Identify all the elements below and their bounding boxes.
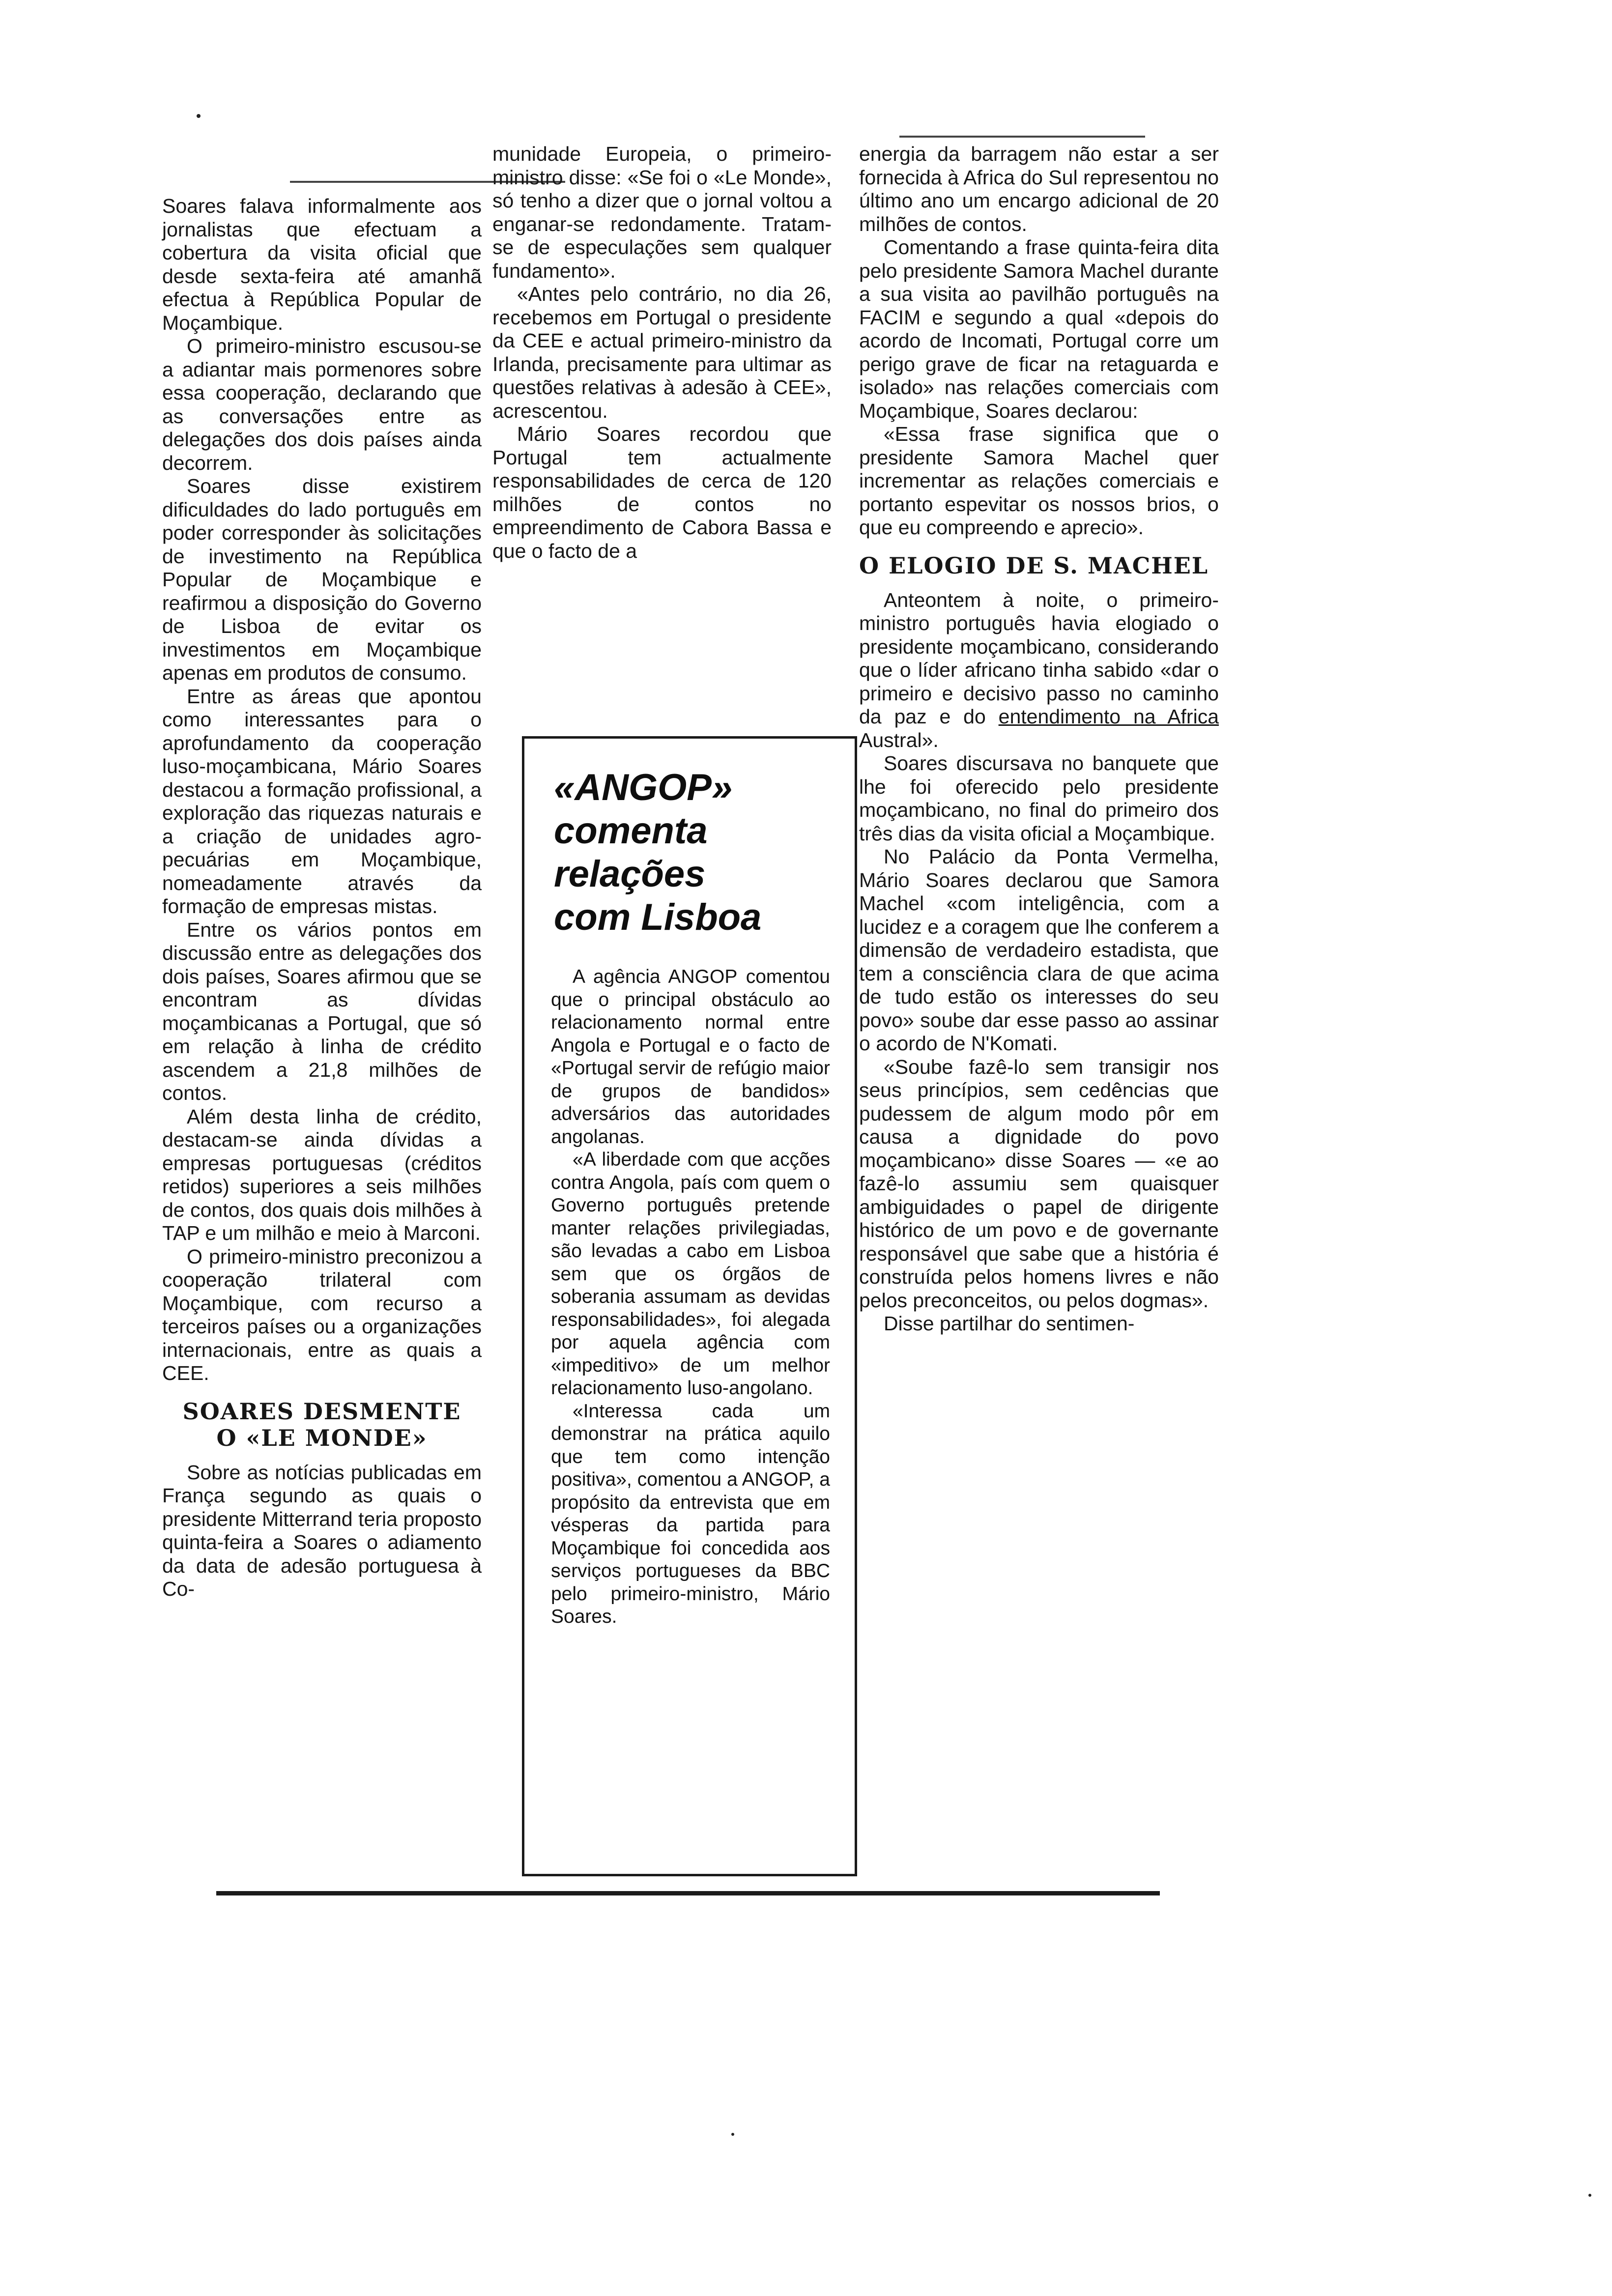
article-paragraph	[859, 589, 1219, 752]
sidebar-headline	[554, 766, 830, 939]
article-paragraph: O primeiro-ministro escusou-se a adiantar mais pormenores sobre essa cooperação, declarando que as conversações entre as delegações dos dois países ainda decorrem.	[162, 335, 482, 474]
article-paragraph: Entre os vários pontos em discussão entre as delegações dos dois países, Soares afirmou que se encontram as dívidas moçambicanas a Portugal, que só em relação à linha de crédito ascendem a 21,8 milhões de contos.	[162, 918, 482, 1104]
article-paragraph: «Antes pelo contrário, no dia 26, recebemos em Portugal o presidente da CEE e actual primeiro-ministro da Irlanda, precisamente para ultimar as questões relativas à adesão à CEE», acrescentou.	[492, 283, 832, 422]
scan-speck	[1588, 2194, 1591, 2197]
scan-speck	[731, 2133, 734, 2136]
bottom-divider-rule	[216, 1891, 1160, 1895]
article-paragraph: Mário Soares recordou que Portugal tem actualmente responsabilidades de cerca de 120 milhões de contos no empreendimento de Cabora Bassa e que o facto de a	[492, 423, 832, 562]
article-paragraph: munidade Europeia, o primeiro-ministro disse: «Se foi o «Le Monde», só tenho a dizer que o jornal voltou a enganar-se redondamente. Tratam-se de especulações sem qualquer fundamento».	[492, 143, 832, 282]
article-paragraph: O primeiro-ministro preconizou a cooperação trilateral com Moçambique, com recurso a terceiros países ou a organizações internacionais, entre as quais a CEE.	[162, 1245, 482, 1384]
sidebar-paragraph: «A liberdade com que acções contra Angola, país com quem o Governo português pretende manter relações privilegiadas, são levadas a cabo em Lisboa sem que os órgãos de soberania assumam as devidas responsabilidades», foi alegada por aquela agência com «impeditivo» de um melhor relacionamento luso-angolano.	[551, 1149, 830, 1399]
headline-line: relações	[554, 853, 706, 895]
sidebar-paragraph: A agência ANGOP comentou que o principal obstáculo ao relacionamento normal entre Angola e Portugal e o facto de «Portugal servir de refúgio maior de grupos de bandidos» adversários das autoridades angolanas.	[551, 966, 830, 1148]
article-paragraph: Disse partilhar do sentimen-	[884, 1312, 1135, 1335]
subheading-soares-desmente	[162, 1398, 482, 1451]
scan-speck	[197, 114, 201, 118]
article-paragraph: Comentando a frase quinta-feira dita pelo presidente Samora Machel durante a sua visita ao pavilhão português na FACIM e segundo a qual «depois do acordo de Incomati, Portugal corre um perigo grave de ficar na retaguarda e isolado» nas relações comerciais com Moçambique, Soares declarou:	[859, 236, 1219, 422]
paragraph-text: Austral».	[859, 728, 939, 751]
article-column-1	[162, 195, 482, 1601]
article-paragraph: energia da barragem não estar a ser fornecida à Africa do Sul representou no último ano um encargo adicional de 20 milhões de contos.	[859, 143, 1219, 235]
subheading-elogio-machel: O ELOGIO DE S. MACHEL	[859, 552, 1209, 579]
article-paragraph: Soares discursava no banquete que lhe foi oferecido pelo presidente moçambicano, no final do primeiro dos três dias da visita oficial a Moçambique.	[859, 752, 1219, 845]
article-paragraph: Soares falava informalmente aos jornalistas que efectuam a cobertura da visita oficial que desde sexta-feira até amanhã efectua à República Popular de Moçambique.	[162, 195, 482, 334]
headline-line: com Lisboa	[554, 896, 762, 938]
article-paragraph: Soares disse existirem dificuldades do lado português em poder corresponder às solicitações de investimento na República Popular de Moçambique e reafirmou a disposição do Governo de Lisboa de evitar os investimentos em Moçambique apenas em produtos de consumo.	[162, 475, 482, 684]
article-paragraph: No Palácio da Ponta Vermelha, Mário Soares declarou que Samora Machel «com inteligência, com a lucidez e a coragem que lhe conferem a dimensão de verdadeiro estadista, que tem a consciência clara de que acima de tudo estão os interesses do seu povo» soube dar esse passo ao assinar o acordo de N'Komati.	[859, 845, 1219, 1055]
angop-sidebar-box	[522, 736, 857, 1876]
sidebar-paragraph: «Interessa cada um demonstrar na prática aquilo que tem como intenção positiva», comentou a ANGOP, a propósito da entrevista que em vésperas da partida para Moçambique foi concedida aos serviços portugueses da BBC pelo primeiro-ministro, Mário Soares.	[551, 1400, 830, 1627]
underlined-text: entendimento na Africa	[998, 705, 1219, 728]
article-paragraph: «Soube fazê-lo sem transigir nos seus princípios, sem cedências que pudessem de algum modo pôr em causa a dignidade do povo moçambicano» disse Soares — «e ao fazê-lo assumiu sem quaisquer ambiguidades o papel de dirigente histórico de um povo e de governante responsável que sabe que a história é construída pelos homens livres e não pelos preconceitos, ou pelos dogmas».	[859, 1055, 1219, 1312]
paragraph-text: Anteontem à noite, o primeiro-ministro português havia elogiado o presidente moçambicano, considerando que o líder africano tinha sabido «dar o primeiro e decisivo passo no caminho da paz e do	[859, 588, 1219, 728]
headline-line: comenta	[554, 810, 708, 852]
article-paragraph: Sobre as notícias publicadas em França segundo as quais o presidente Mitterrand teria proposto quinta-feira a Soares o adiamento da data de adesão portuguesa à Co-	[162, 1461, 482, 1600]
article-column-2	[492, 143, 832, 563]
subheading-line: SOARES DESMENTE	[182, 1398, 461, 1425]
article-paragraph: Além desta linha de crédito, destacam-se ainda dívidas a empresas portuguesas (créditos retidos) superiores a seis milhões de contos, dos quais dois milhões à TAP e um milhão e meio à Marconi.	[162, 1105, 482, 1244]
top-divider-rule	[899, 136, 1145, 138]
article-paragraph: Entre as áreas que apontou como interessantes para o aprofundamento da cooperação luso-moçambicana, Mário Soares destacou a formação profissional, a exploração das riquezas naturais e a criação de unidades agro-pecuárias em Moçambique, nomeadamente através da formação de empresas mistas.	[162, 685, 482, 918]
subheading-line: O «LE MONDE»	[216, 1424, 428, 1451]
article-column-3	[859, 143, 1219, 1336]
headline-line: «ANGOP»	[554, 767, 733, 808]
article-paragraph: «Essa frase significa que o presidente Samora Machel quer incrementar as relações comerciais e portanto espevitar os nossos brios, o que eu compreendo e aprecio».	[859, 423, 1219, 539]
sidebar-content	[551, 756, 830, 1629]
